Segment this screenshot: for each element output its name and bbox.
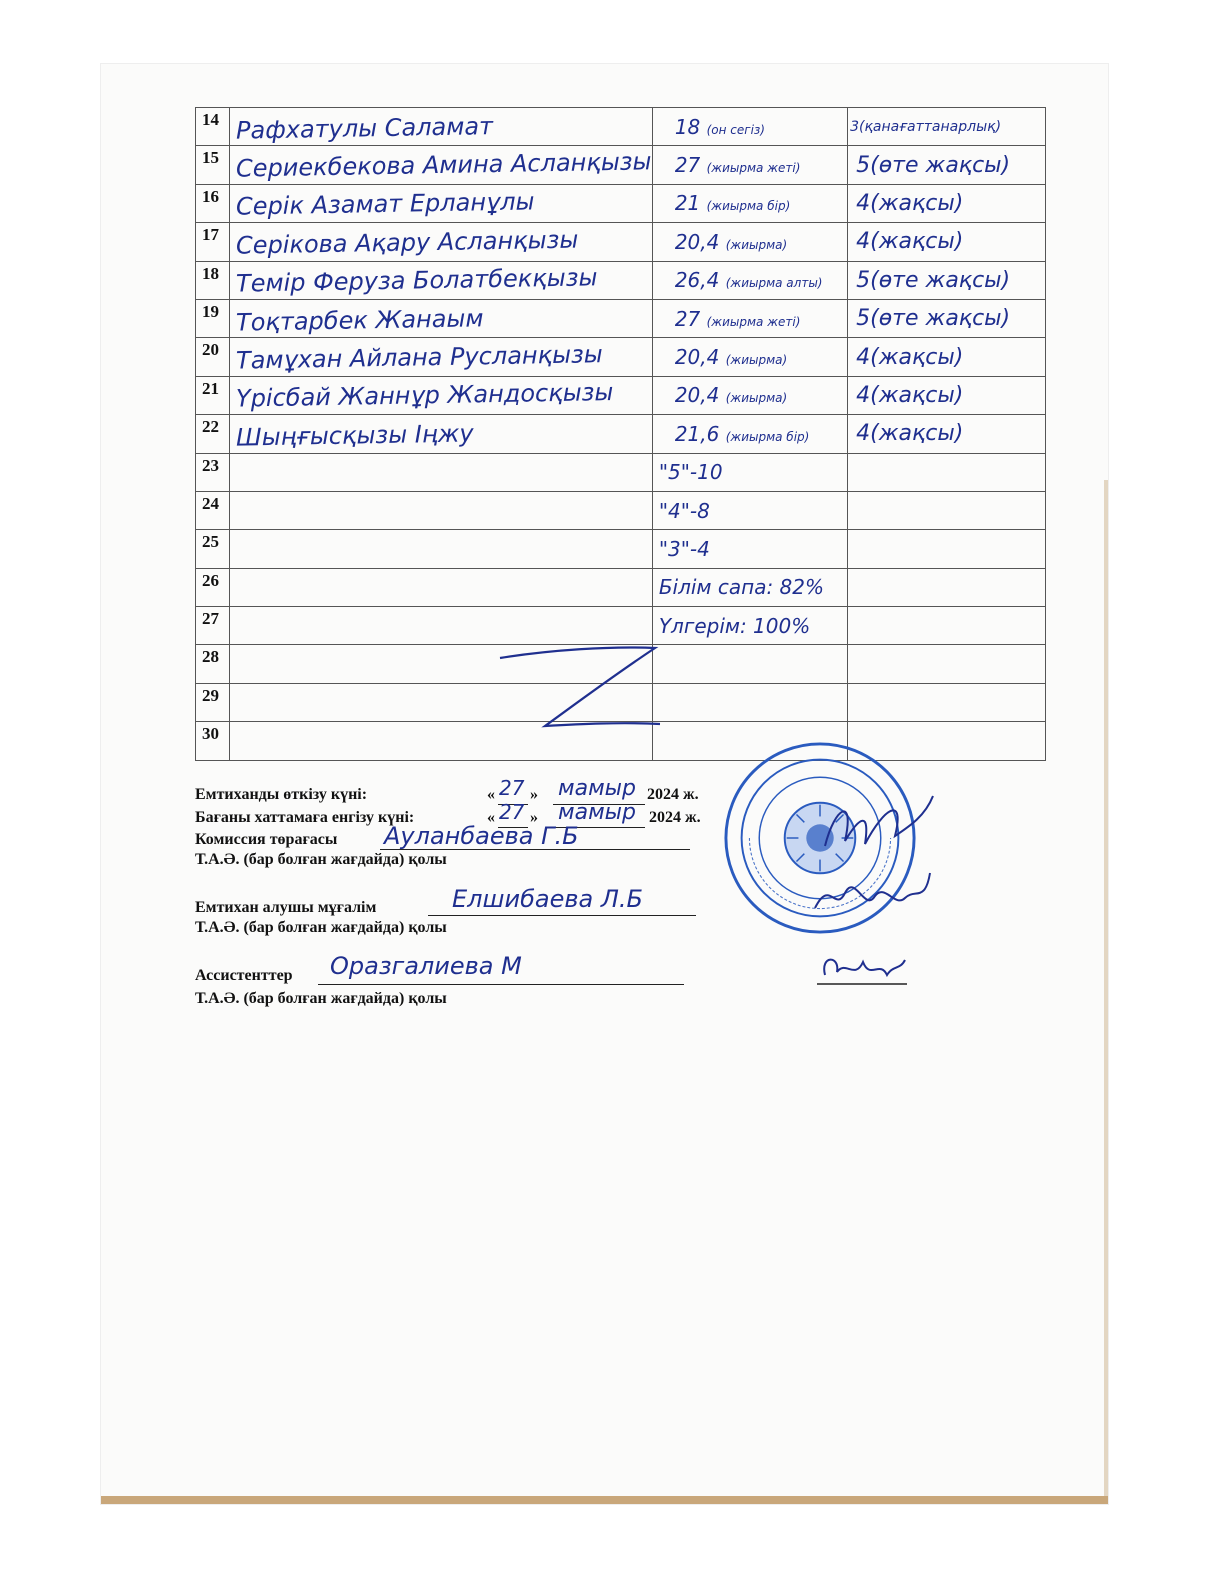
grade-cell bbox=[848, 223, 1046, 261]
student-name bbox=[230, 584, 651, 591]
grade-cell bbox=[848, 338, 1046, 376]
student-name-cell bbox=[230, 376, 653, 414]
table-row bbox=[196, 223, 1046, 261]
row-number: 21 bbox=[196, 376, 230, 414]
grade-cell bbox=[848, 453, 1046, 491]
score-value: 26,4 bbox=[674, 268, 720, 293]
student-name-cell bbox=[230, 299, 653, 337]
row-number: 26 bbox=[196, 568, 230, 606]
score-cell bbox=[652, 184, 847, 222]
table-row bbox=[196, 261, 1046, 299]
score-value: 20,4 bbox=[674, 229, 720, 254]
row-number: 29 bbox=[196, 683, 230, 721]
student-name: Шыңғысқызы Іңжу bbox=[236, 419, 475, 452]
chair-line bbox=[380, 849, 690, 850]
row-number: 19 bbox=[196, 299, 230, 337]
row-number: 18 bbox=[196, 261, 230, 299]
row-number: 24 bbox=[196, 491, 230, 529]
exam-date-label: Емтиханды өткізу күні: bbox=[195, 786, 368, 803]
entry-month: мамыр bbox=[558, 800, 637, 825]
score-cell bbox=[652, 607, 847, 645]
score-cell bbox=[652, 338, 847, 376]
table-row bbox=[196, 299, 1046, 337]
score-cell bbox=[652, 453, 847, 491]
table-row bbox=[196, 568, 1046, 606]
score-value: 21 bbox=[674, 191, 701, 216]
score-wrap bbox=[653, 307, 847, 331]
score-wrap bbox=[653, 422, 847, 446]
entry-date-label: Бағаны хаттамаға енгізу күні: bbox=[195, 809, 415, 826]
score-value: Үлгерім: 100% bbox=[658, 613, 811, 638]
row-number: 28 bbox=[196, 645, 230, 683]
teacher-caption: Т.А.Ә. (бар болған жағдайда) қолы bbox=[195, 919, 447, 936]
z-cancel-mark bbox=[490, 638, 670, 738]
teacher-label: Емтихан алушы мұғалім bbox=[195, 899, 377, 916]
entry-day: 27 bbox=[499, 800, 525, 824]
table-row bbox=[196, 108, 1046, 146]
student-name-cell bbox=[230, 261, 653, 299]
score-cell bbox=[652, 415, 847, 453]
row-number: 30 bbox=[196, 722, 230, 760]
assistants-name: Оразгалиева М bbox=[330, 952, 522, 980]
student-name: Темір Феруза Болатбекқызы bbox=[236, 263, 598, 298]
score-value: 18 bbox=[674, 114, 701, 139]
grade-cell bbox=[848, 607, 1046, 645]
student-name-cell bbox=[230, 338, 653, 376]
score-words: (жиырма бір) bbox=[725, 429, 810, 444]
score-value: "5"-10 bbox=[658, 460, 723, 485]
score-cell bbox=[652, 146, 847, 184]
score-wrap bbox=[653, 153, 847, 177]
grade-cell bbox=[848, 146, 1046, 184]
table-row bbox=[196, 376, 1046, 414]
grade-cell bbox=[848, 376, 1046, 414]
score-cell bbox=[652, 376, 847, 414]
student-name bbox=[230, 622, 651, 629]
paper-edge bbox=[1104, 480, 1108, 1504]
score-words: (жиырма) bbox=[725, 391, 788, 406]
student-name: Тоқтарбек Жанаым bbox=[236, 303, 485, 337]
row-number: 17 bbox=[196, 223, 230, 261]
score-words: (жиырма жеті) bbox=[706, 314, 801, 329]
student-name: Серікова Ақару Асланқызы bbox=[236, 225, 579, 260]
score-wrap bbox=[653, 614, 847, 638]
table-row bbox=[196, 338, 1046, 376]
score-value: 27 bbox=[674, 153, 701, 178]
entry-year: 2024 ж. bbox=[649, 809, 701, 826]
table-row bbox=[196, 530, 1046, 568]
grade-value: 4(жақсы) bbox=[856, 421, 964, 447]
teacher-line bbox=[428, 915, 696, 916]
student-name: Рафхатулы Саламат bbox=[236, 111, 494, 145]
exam-date-open-quote: « bbox=[487, 786, 495, 803]
score-cell bbox=[652, 683, 847, 721]
row-number: 27 bbox=[196, 607, 230, 645]
assistant-signature bbox=[815, 950, 910, 988]
grade-value: 5(өте жақсы) bbox=[856, 267, 1011, 293]
exam-year: 2024 ж. bbox=[647, 786, 699, 803]
grade-value: 4(жақсы) bbox=[856, 382, 964, 408]
grade-value: 5(өте жақсы) bbox=[856, 306, 1011, 332]
score-wrap bbox=[653, 499, 847, 523]
score-cell bbox=[652, 530, 847, 568]
student-name: Сериекбекова Амина Асланқызы bbox=[236, 147, 653, 183]
assistants-line bbox=[318, 984, 684, 985]
grade-cell bbox=[848, 530, 1046, 568]
paper-edge-bottom bbox=[101, 1496, 1108, 1504]
grade-cell bbox=[848, 108, 1046, 146]
score-cell bbox=[652, 108, 847, 146]
score-wrap bbox=[653, 383, 847, 407]
student-name-cell bbox=[230, 415, 653, 453]
grade-cell bbox=[848, 299, 1046, 337]
score-wrap bbox=[653, 460, 847, 484]
row-number: 20 bbox=[196, 338, 230, 376]
grade-value: 3(қанағаттанарлық) bbox=[850, 118, 1002, 135]
row-number: 14 bbox=[196, 108, 230, 146]
chair-name: Ауланбаева Г.Б bbox=[384, 822, 579, 850]
grade-value: 4(жақсы) bbox=[856, 190, 964, 216]
score-cell bbox=[652, 645, 847, 683]
score-wrap bbox=[653, 575, 847, 599]
grade-cell bbox=[848, 415, 1046, 453]
grade-cell bbox=[848, 261, 1046, 299]
table-row bbox=[196, 415, 1046, 453]
score-wrap bbox=[653, 537, 847, 561]
table-row bbox=[196, 491, 1046, 529]
score-cell bbox=[652, 261, 847, 299]
student-name-cell bbox=[230, 146, 653, 184]
student-name-cell bbox=[230, 453, 653, 491]
student-name bbox=[230, 545, 651, 552]
teacher-name: Елшибаева Л.Б bbox=[452, 885, 643, 913]
score-value: 20,4 bbox=[674, 345, 720, 370]
score-words: (жиырма) bbox=[725, 353, 788, 368]
score-wrap bbox=[653, 230, 847, 254]
score-words: (жиырма бір) bbox=[706, 199, 791, 214]
table-row bbox=[196, 184, 1046, 222]
grade-cell bbox=[848, 491, 1046, 529]
grade-cell bbox=[848, 568, 1046, 606]
entry-date-open-quote: « bbox=[487, 809, 495, 826]
row-number: 25 bbox=[196, 530, 230, 568]
grade-value: 4(жақсы) bbox=[856, 344, 964, 370]
score-words: (жиырма) bbox=[725, 237, 788, 252]
exam-date-close-quote: » bbox=[530, 786, 538, 803]
table-row bbox=[196, 146, 1046, 184]
score-cell bbox=[652, 568, 847, 606]
student-name-cell bbox=[230, 108, 653, 146]
table-row bbox=[196, 453, 1046, 491]
student-name bbox=[230, 469, 651, 476]
student-name: Тамұхан Айлана Русланқызы bbox=[236, 340, 604, 375]
student-name-cell bbox=[230, 568, 653, 606]
score-wrap bbox=[653, 345, 847, 369]
student-name: Серік Азамат Ерланұлы bbox=[236, 187, 536, 222]
row-number: 16 bbox=[196, 184, 230, 222]
grade-cell bbox=[848, 184, 1046, 222]
grade-value: 4(жақсы) bbox=[856, 229, 964, 255]
score-cell bbox=[652, 299, 847, 337]
score-words: (жиырма алты) bbox=[725, 276, 823, 291]
grade-cell bbox=[848, 645, 1046, 683]
score-wrap bbox=[653, 115, 847, 139]
score-cell bbox=[652, 491, 847, 529]
score-value: 20,4 bbox=[674, 383, 720, 408]
grade-value: 5(өте жақсы) bbox=[856, 152, 1011, 178]
student-name-cell bbox=[230, 491, 653, 529]
chair-caption: Т.А.Ә. (бар болған жағдайда) қолы bbox=[195, 851, 447, 868]
score-value: 27 bbox=[674, 306, 701, 331]
assistants-caption: Т.А.Ә. (бар болған жағдайда) қолы bbox=[195, 990, 447, 1007]
chair-signature bbox=[815, 786, 940, 866]
teacher-signature bbox=[810, 868, 940, 918]
score-wrap bbox=[653, 268, 847, 292]
student-name-cell bbox=[230, 184, 653, 222]
score-value: 21,6 bbox=[674, 421, 720, 446]
student-name-cell bbox=[230, 223, 653, 261]
student-name-cell bbox=[230, 530, 653, 568]
score-words: (жиырма жеті) bbox=[706, 161, 801, 176]
row-number: 22 bbox=[196, 415, 230, 453]
score-value: Білім сапа: 82% bbox=[658, 575, 825, 600]
exam-month: мамыр bbox=[558, 776, 637, 801]
student-name bbox=[230, 507, 651, 514]
grade-cell bbox=[848, 683, 1046, 721]
assistants-label: Ассистенттер bbox=[195, 967, 293, 984]
score-value: "3"-4 bbox=[658, 536, 710, 561]
score-wrap bbox=[653, 191, 847, 215]
row-number: 15 bbox=[196, 146, 230, 184]
score-words: (он сегіз) bbox=[706, 122, 765, 137]
entry-date-close-quote: » bbox=[530, 809, 538, 826]
exam-day: 27 bbox=[499, 776, 525, 800]
score-value: "4"-8 bbox=[658, 498, 710, 523]
student-name bbox=[230, 737, 651, 744]
student-name: Үрісбай Жаннұр Жандосқызы bbox=[236, 378, 614, 413]
score-cell bbox=[652, 223, 847, 261]
chair-label: Комиссия төрағасы bbox=[195, 831, 338, 848]
row-number: 23 bbox=[196, 453, 230, 491]
